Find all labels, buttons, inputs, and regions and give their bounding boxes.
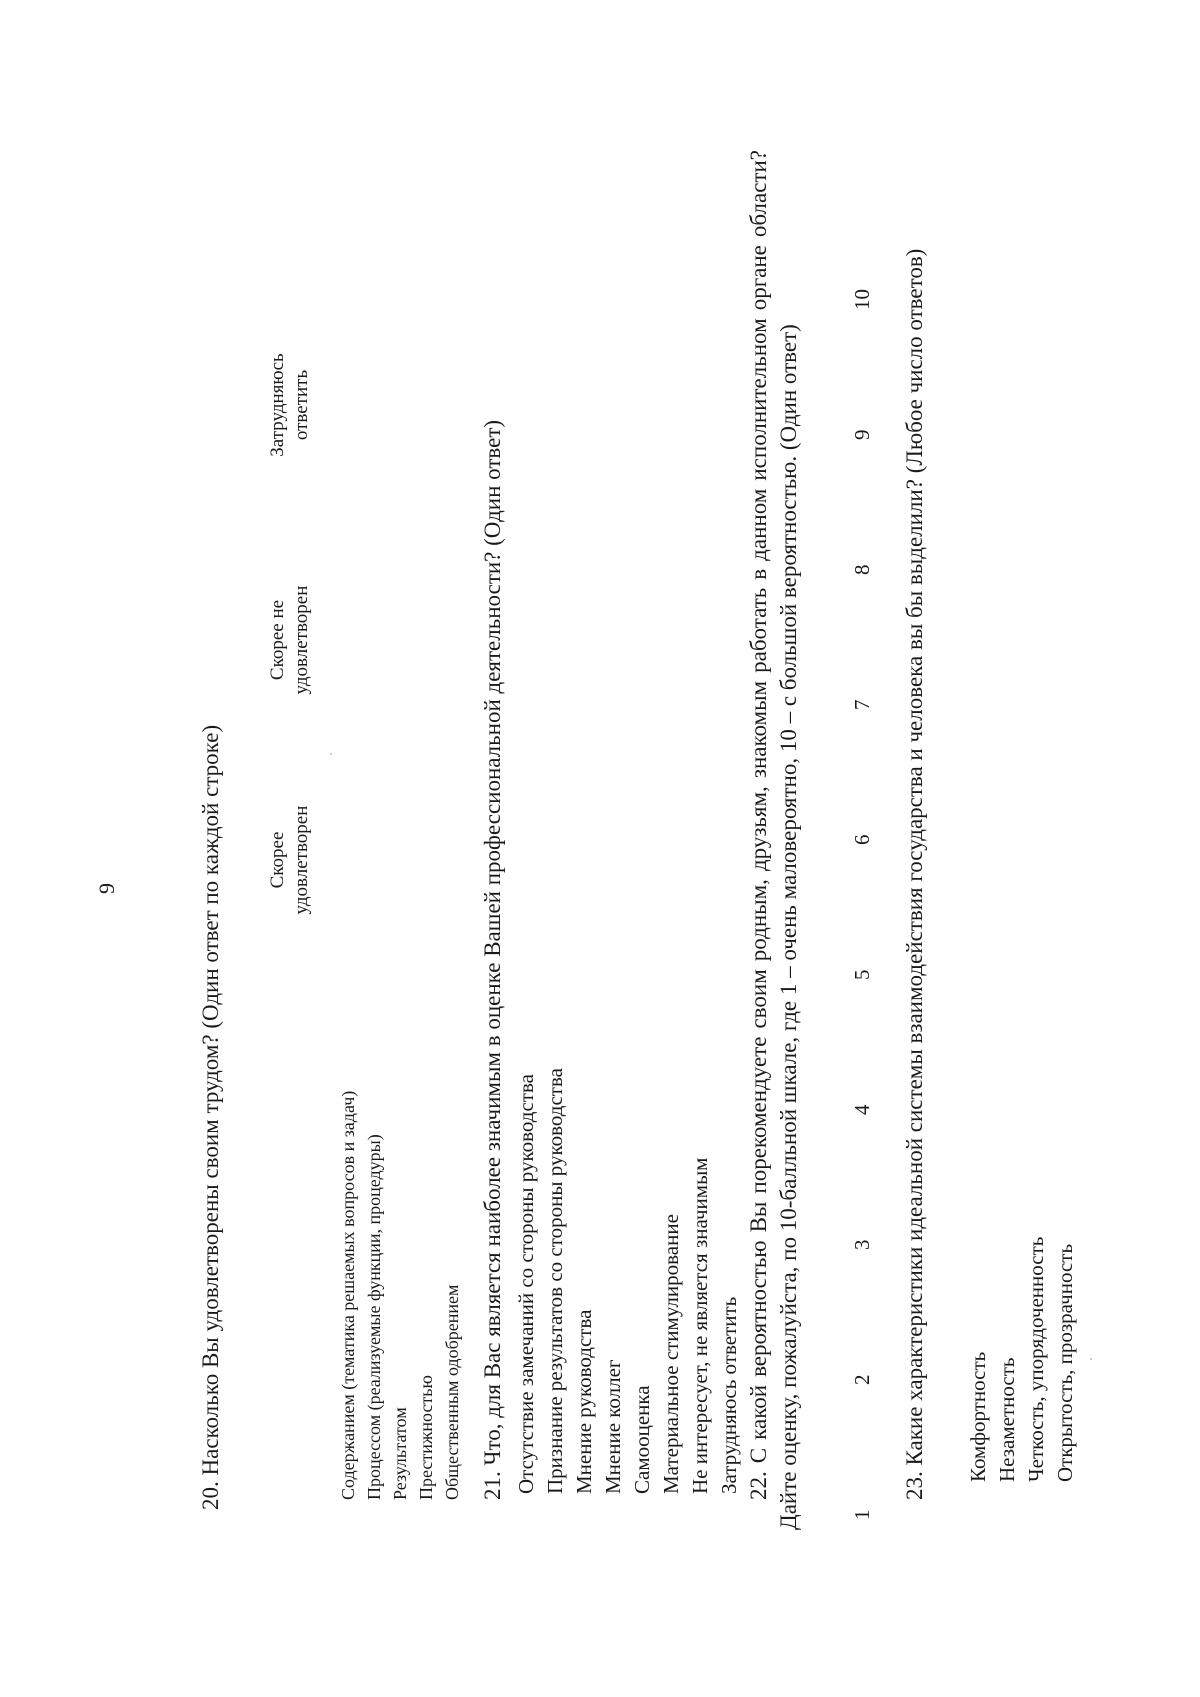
q20-col-hard-to-say: Затрудняюсь ответить	[267, 353, 312, 457]
q21-option: Мнение коллег	[601, 1359, 625, 1494]
scale-3: 3	[850, 1239, 874, 1250]
q21-option: Самооценка	[630, 1385, 654, 1494]
question-20-title: 20. Насколько Вы удовлетворены своим трудом? (Один ответ по каждой строке)	[198, 724, 223, 1510]
rotated-content	[80, 100, 1120, 1600]
scale-9: 9	[850, 429, 874, 440]
q23-option: Комфортность	[966, 1351, 990, 1482]
scale-8: 8	[850, 564, 874, 575]
q21-option: Не интересует, не является значимым	[688, 1157, 712, 1494]
q21-option: Отсутствие замечаний со стороны руководства	[514, 1074, 538, 1494]
q21-option: Признание результатов со стороны руководства	[543, 1068, 567, 1494]
q21-option: Мнение руководства	[572, 1309, 596, 1494]
q20-row-result: Результатом	[390, 1407, 410, 1500]
q20-row-prestige: Престижностью	[416, 1375, 436, 1500]
q23-option: Открытость, прозрачность	[1053, 1243, 1077, 1482]
q20-col-satisfied: Скорее удовлетворен	[267, 805, 312, 915]
scale-10: 10	[850, 289, 874, 310]
q20-row-approval: Общественным одобрением	[442, 1284, 462, 1500]
scale-4: 4	[850, 1104, 874, 1115]
q20-col-not-satisfied: Скорее не удовлетворен	[267, 585, 312, 695]
q21-option: Затрудняюсь ответить	[717, 1296, 741, 1494]
scale-6: 6	[850, 834, 874, 845]
q21-option: Материальное стимулирование	[659, 1214, 683, 1494]
question-21-title: 21. Что, для Вас является наиболее значимым в оценке Вашей профессиональной деятельности? (Один ответ)	[480, 419, 505, 1500]
question-22-text: 22. С какой вероятностью Вы порекомендуете своим родным, друзьям, знакомым работать в данном исполнительном органе области? Дайте оценку, пожалуйста, по 10-балльной шкале, где 1 – очень маловероятно, 10 – с большой вероятностью. (Один ответ)	[746, 150, 801, 1530]
scale-5: 5	[850, 969, 874, 980]
scale-2: 2	[850, 1374, 874, 1385]
q23-option: Незаметность	[995, 1357, 1019, 1482]
question-23-text: 23. Какие характеристики идеальной системы взаимодействия государства и человека вы бы выделили? (Любое число ответов)	[902, 248, 927, 1500]
scale-1: 1	[850, 1509, 874, 1520]
scale-7: 7	[850, 699, 874, 710]
q20-row-process: Процессом (реализуемые функции, процедуры)	[364, 1134, 384, 1500]
scan-speck	[330, 753, 332, 755]
page-number: 9	[94, 883, 119, 894]
q23-option: Четкость, упорядоченность	[1024, 1236, 1048, 1482]
q20-row-content: Содержанием (тематика решаемых вопросов и задач)	[338, 1090, 358, 1500]
scan-speck	[1090, 1358, 1092, 1360]
